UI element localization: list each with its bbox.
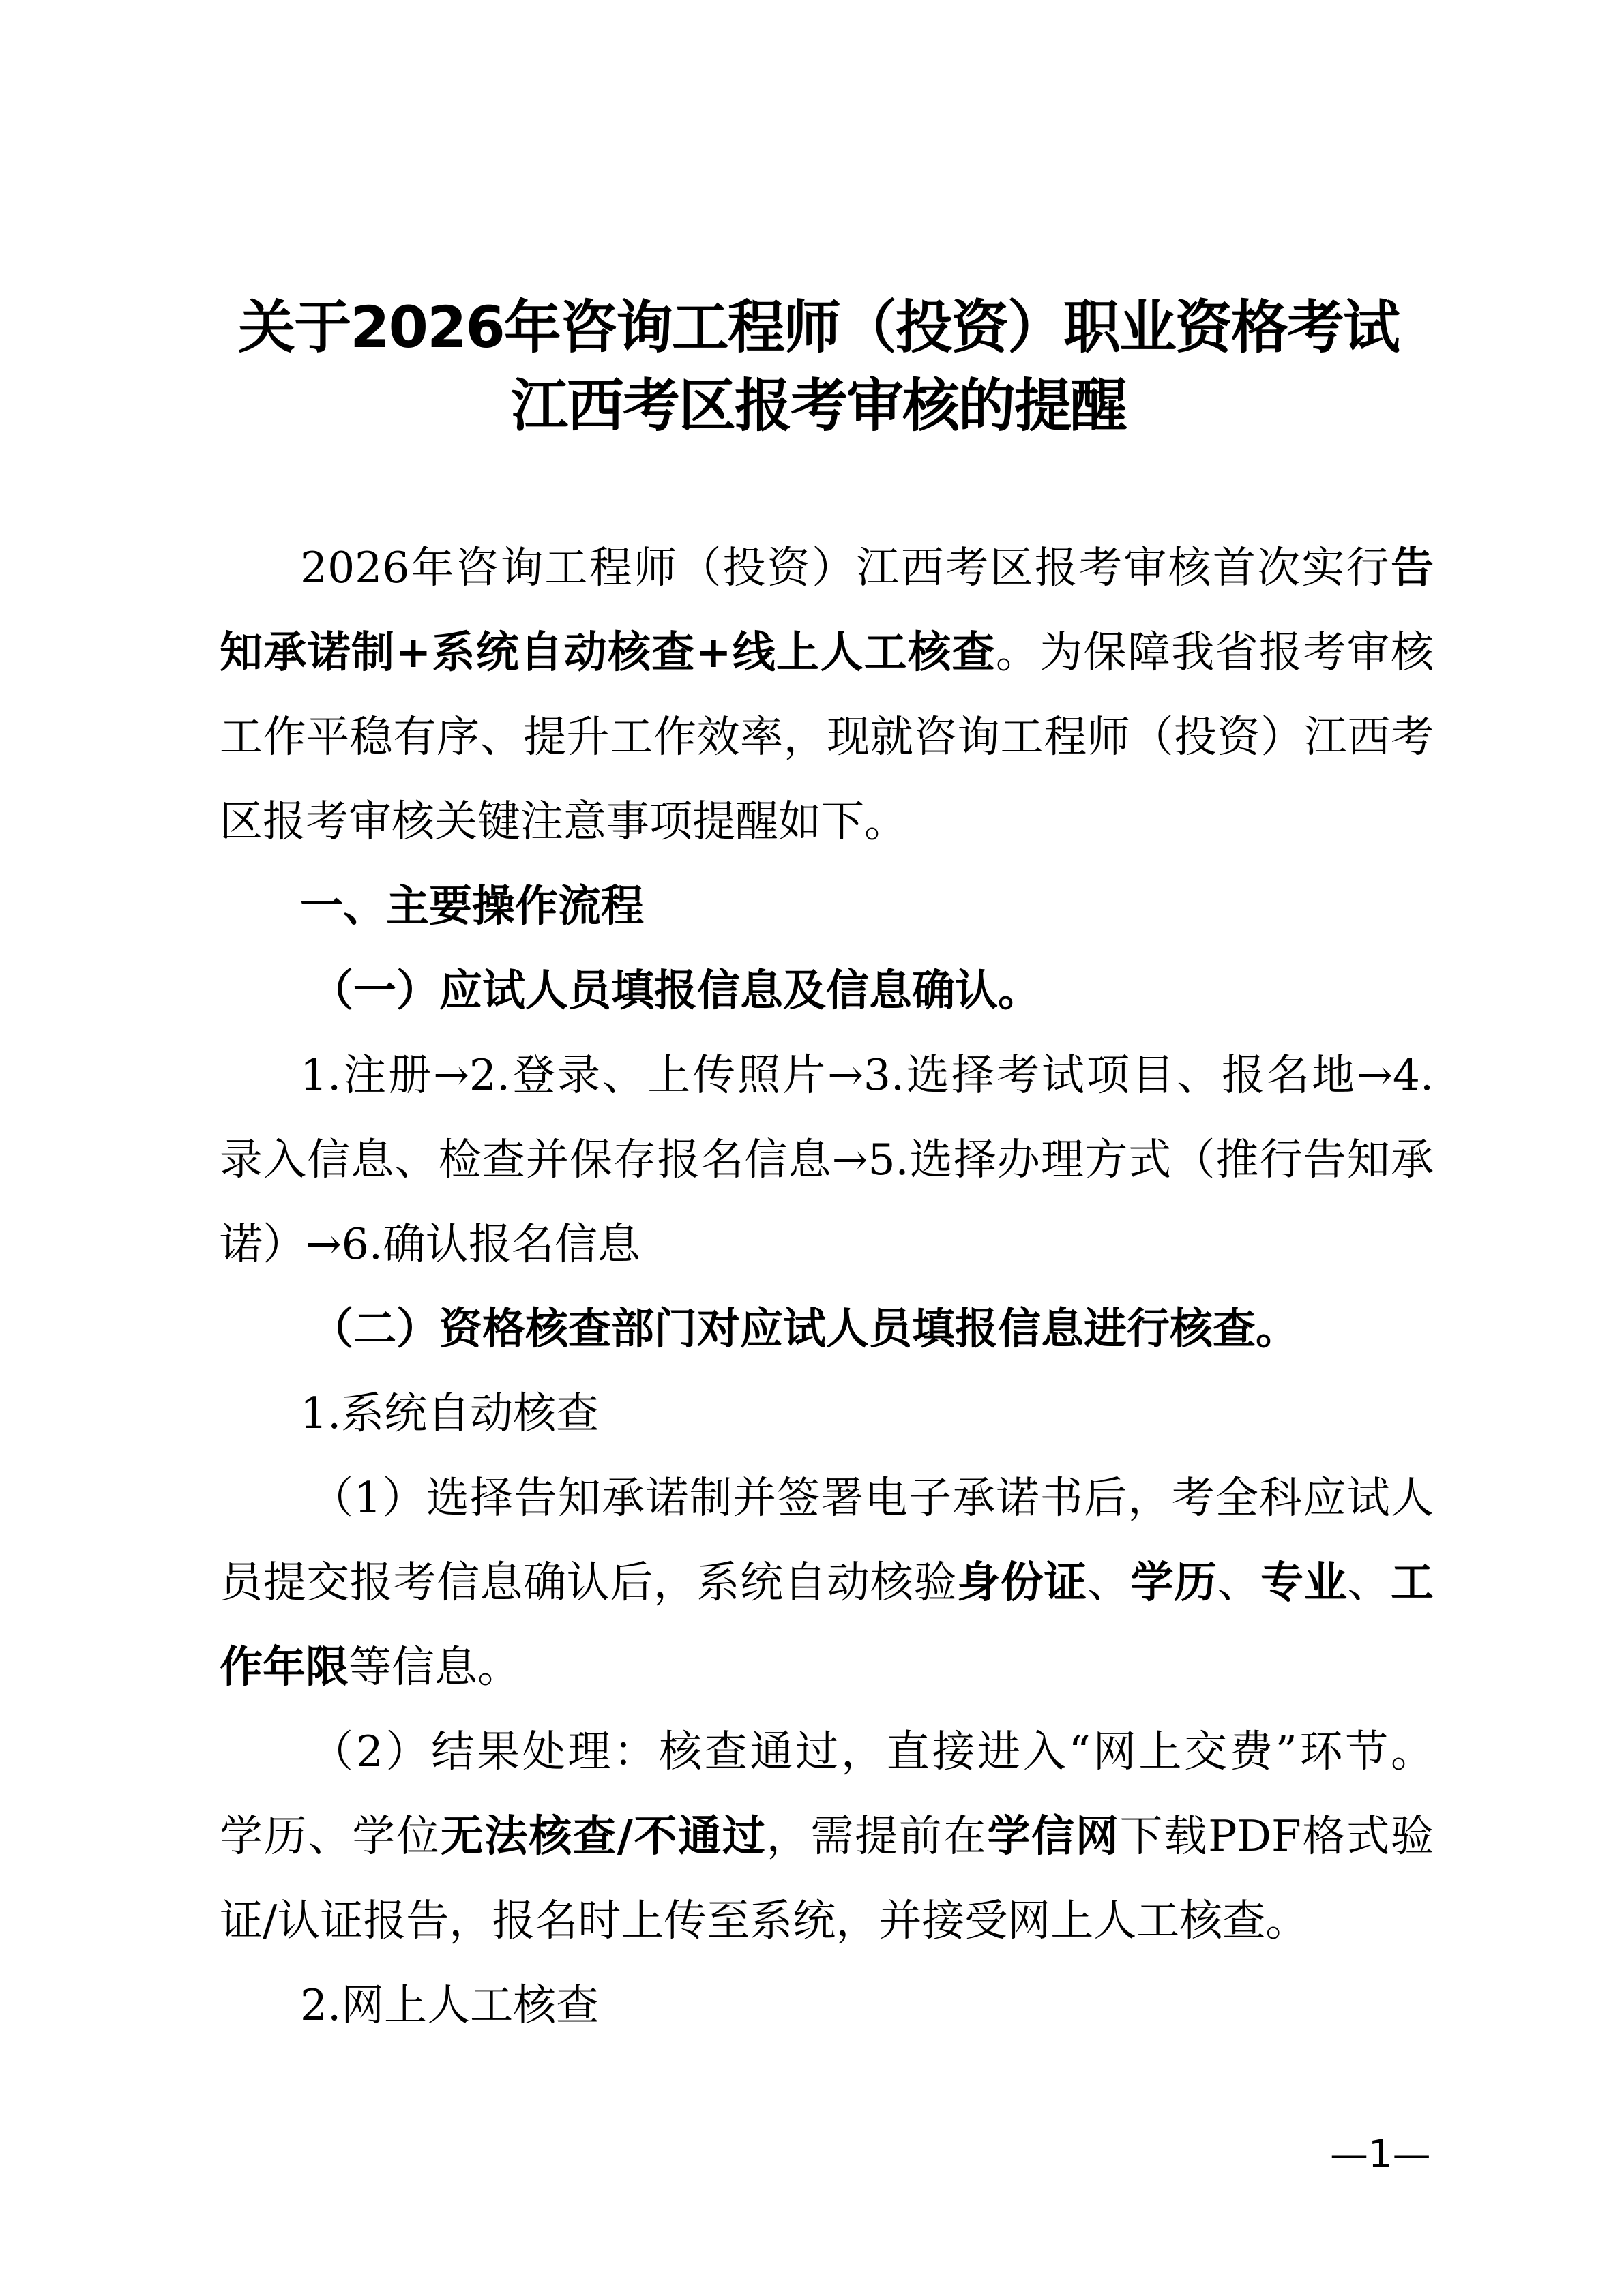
- bold-text: 身份证: [957, 1557, 1087, 1607]
- intro-text: 。为保障我省报考审核: [995, 627, 1434, 677]
- section-heading-1: 一、主要操作流程: [300, 881, 644, 931]
- paragraph-text: 、: [1087, 1557, 1131, 1607]
- bold-text: 作年限: [220, 1642, 349, 1692]
- bold-text: 学历: [1130, 1557, 1217, 1607]
- paragraph-text: 、: [1347, 1557, 1391, 1607]
- intro-bold-text: 知承诺制+系统自动核查+线上人工核查: [220, 627, 996, 677]
- bold-text: 专业: [1260, 1557, 1348, 1607]
- bold-text: 工: [1391, 1557, 1434, 1607]
- auto-check-line-1: （1）选择告知承诺制并签署电子承诺书后，考全科应试人: [310, 1473, 1434, 1523]
- flow-line-3: 诺）→6.确认报名信息: [220, 1219, 640, 1269]
- flow-line-2: 录入信息、检查并保存报名信息→5.选择办理方式（推行告知承: [220, 1135, 1434, 1184]
- document-title-line-1: 关于2026年咨询工程师（投资）职业资格考试: [238, 294, 1399, 361]
- result-line-1: （2）结果处理：核查通过，直接进入“网上交费”环节。: [310, 1727, 1434, 1776]
- auto-check-line-3: [220, 1626, 1434, 1708]
- flow-line-1: 1.注册→2.登录、上传照片→3.选择考试项目、报名地→4.: [300, 1050, 1434, 1100]
- paragraph-text: 学历、学位: [220, 1811, 441, 1861]
- item-title-2: 2.网上人工核查: [300, 1980, 600, 2030]
- paragraph-text: 、: [1217, 1557, 1261, 1607]
- paragraph-text: 员提交报考信息确认后，系统自动核验: [220, 1557, 958, 1607]
- intro-line-2: [220, 612, 1434, 694]
- document-title-line-2: 江西考区报考审核的提醒: [510, 372, 1126, 439]
- bold-text: 学信网: [987, 1811, 1120, 1861]
- intro-line-4: 区报考审核关键注意事项提醒如下。: [220, 796, 907, 846]
- page-number: —1—: [1330, 2132, 1431, 2177]
- paragraph-text: ，需提前在: [766, 1811, 988, 1861]
- result-line-2: [220, 1795, 1434, 1877]
- auto-check-line-2: [220, 1542, 1434, 1624]
- bold-text: 无法核查/不通过: [440, 1811, 767, 1861]
- paragraph-text: 下载PDF格式验: [1119, 1811, 1434, 1861]
- subsection-heading-2: （二）资格核查部门对应试人员填报信息进行核查。: [310, 1304, 1299, 1354]
- subsection-heading-1: （一）应试人员填报信息及信息确认。: [310, 966, 1041, 1015]
- intro-line-1: [300, 527, 1434, 609]
- intro-text: 2026年咨询工程师（投资）江西考区报考审核首次实行: [300, 543, 1391, 593]
- intro-bold-text: 告: [1391, 543, 1434, 593]
- result-line-3: 证/认证报告，报名时上传至系统，并接受网上人工核查。: [220, 1896, 1309, 1945]
- paragraph-text: 等信息。: [349, 1642, 520, 1692]
- item-title-1: 1.系统自动核查: [300, 1388, 600, 1438]
- intro-line-3: 工作平稳有序、提升工作效率，现就咨询工程师（投资）江西考: [220, 712, 1434, 762]
